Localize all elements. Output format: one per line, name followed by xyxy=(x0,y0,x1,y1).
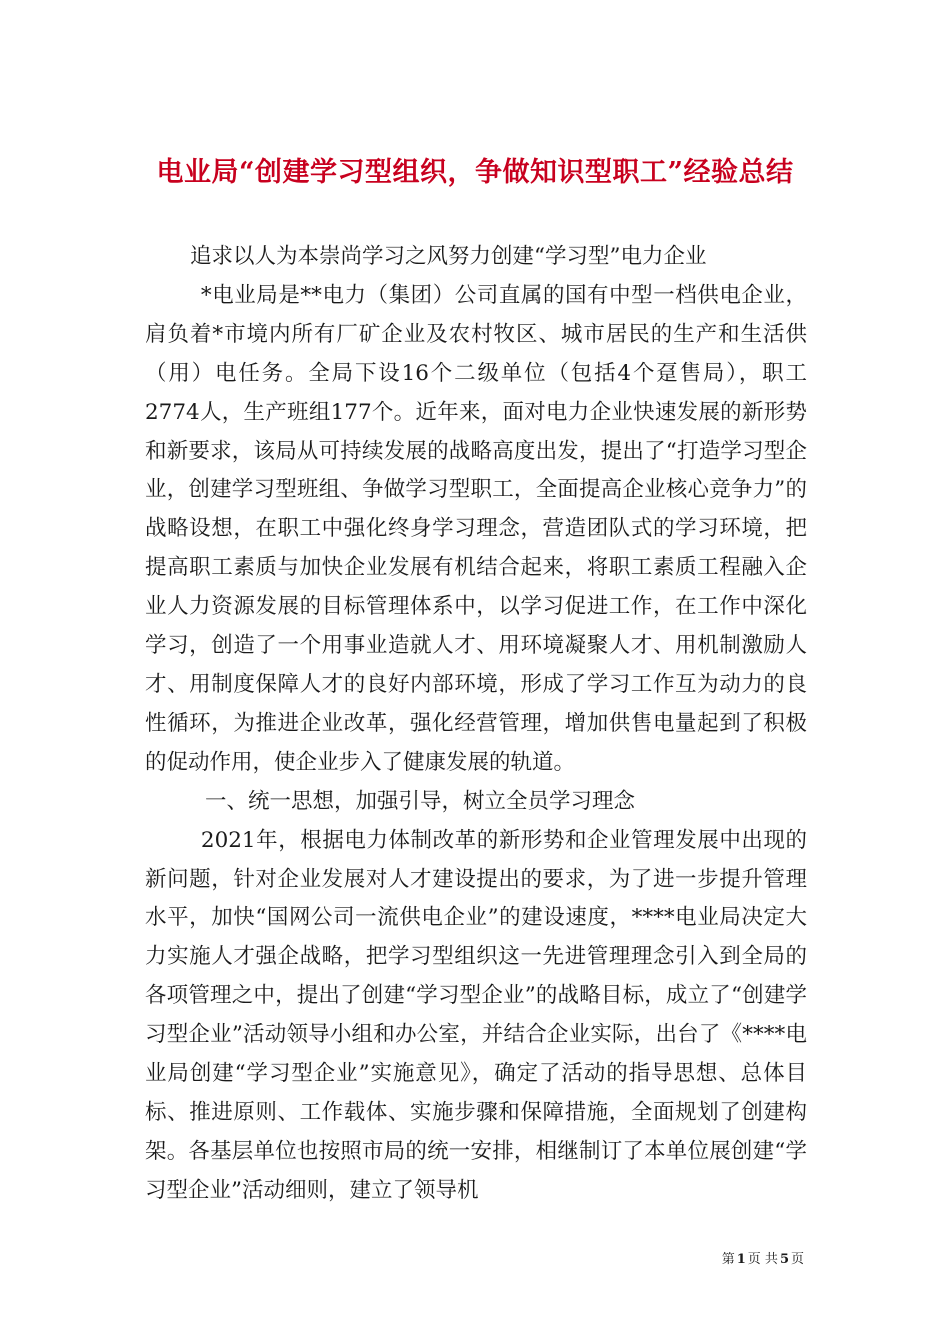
footer-middle: 页 共 xyxy=(747,1252,778,1267)
page-number-footer xyxy=(722,1248,804,1267)
section-heading: 一、统一思想，加强引导，树立全员学习理念 xyxy=(205,788,636,814)
paragraph-2021: 2021年，根据电力体制改革的新形势和企业管理发展中出现的新问题，针对企业发展对人才建设提出的要求，为了进一步提升管理水平，加快“国网公司一流供电企业”的建设速度，****电业局决定大力实施人才强企战略，把学习型组织这一先进管理理念引入到全局的各项管理之中，提出了创建“学习型企业”的战略目标，成立了“创建学习型企业”活动领导小组和办公室，并结合企业实际，出台了《****电业局创建“学习型企业”实施意见》，确定了活动的指导思想、总体目标、推进原则、工作载体、实施步骤和保障措施，全面规划了创建构架。各基层单位也按照市局的统一安排，相继制订了本单位展创建“学习型企业”活动细则，建立了领导机 xyxy=(145,827,807,1203)
footer-suffix: 页 xyxy=(790,1252,804,1267)
current-page-number: 1 xyxy=(736,1252,746,1267)
page-title: 电业局“创建学习型组织，争做知识型职工”经验总结 xyxy=(156,157,794,189)
document-body xyxy=(145,238,807,1211)
footer-prefix: 第 xyxy=(721,1252,735,1267)
document-subtitle: 追求以人为本崇尚学习之风努力创建“学习型”电力企业 xyxy=(190,244,707,269)
total-pages-number: 5 xyxy=(779,1252,789,1267)
paragraph-intro: *电业局是**电力（集团）公司直属的国有中型一档供电企业，肩负着*市境内所有厂矿企业及农村牧区、城市居民的生产和生活供（用）电任务。全局下设16个二级单位（包括4个趸售局），职工2774人，生产班组177个。近年来，面对电力企业快速发展的新形势和新要求，该局从可持续发展的战略高度出发，提出了“打造学习型企业，创建学习型班组、争做学习型职工，全面提高企业核心竞争力”的战略设想，在职工中强化终身学习理念，营造团队式的学习环境，把提高职工素质与加快企业发展有机结合起来，将职工素质工程融入企业人力资源发展的目标管理体系中，以学习促进工作，在工作中深化学习，创造了一个用事业造就人才、用环境凝聚人才、用机制激励人才、用制度保障人才的良好内部环境，形成了学习工作互为动力的良性循环，为推进企业改革，强化经营管理，增加供售电量起到了积极的促动作用，使企业步入了健康发展的轨道。 xyxy=(145,282,807,775)
